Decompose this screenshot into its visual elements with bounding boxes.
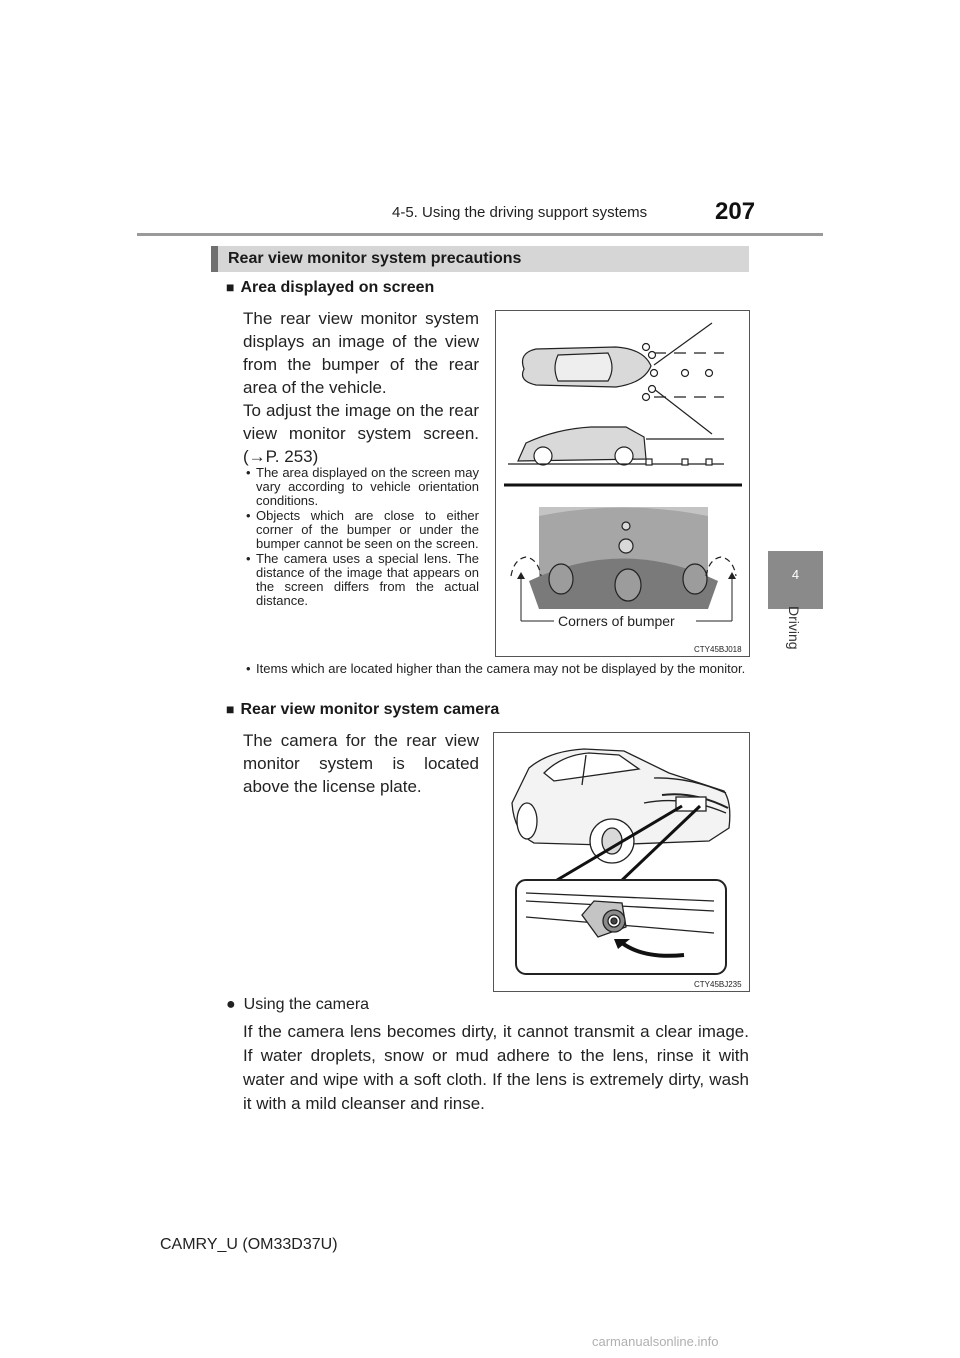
using-camera-paragraph: If the camera lens becomes dirty, it cannot transmit a clear image. If water droplets, snow or mud adhere to the lens, rinse it with water and wipe with a soft cloth. If the lens is extremely dirty, wash it with a mild cleanser and rinse.: [243, 1022, 749, 1113]
watermark: carmanualsonline.info: [592, 1334, 719, 1349]
list-item: • Items which are located higher than the camera may not be displayed by the monitor.: [246, 662, 749, 676]
footer-model: CAMRY_U (OM33D37U): [160, 1236, 338, 1253]
section-title-bar: Rear view monitor system precautions: [211, 246, 749, 272]
chapter-number: 4: [791, 567, 800, 582]
list-item: • The camera uses a special lens. The distance of the image that appears on the screen differs from the actual distance.: [246, 552, 479, 608]
figure-id: CTY45BJ235: [694, 980, 742, 989]
square-bullet-icon: ■: [226, 279, 235, 295]
area-displayed-bullets: [246, 466, 479, 608]
area-displayed-heading: ■ Area displayed on screen: [226, 279, 435, 296]
area-displayed-bullet-full: [246, 662, 749, 676]
rear-camera-area-diagram: [496, 311, 749, 656]
area-displayed-paragraph-2: To adjust the image on the rear view monitor system screen. (→P. 253): [243, 401, 479, 466]
camera-heading: ■ Rear view monitor system camera: [226, 701, 500, 718]
list-item: • The area displayed on the screen may vary according to vehicle orientation conditions.: [246, 466, 479, 508]
figure-id: CTY45BJ018: [694, 645, 742, 654]
list-item: • Objects which are close to either corner of the bumper or under the bumper cannot be seen on the screen.: [246, 509, 479, 551]
corners-of-bumper-label: Corners of bumper: [558, 613, 675, 629]
camera-location-figure: [493, 732, 750, 992]
header-section-title: 4-5. Using the driving support systems: [392, 204, 648, 221]
chapter-label: Driving: [786, 606, 802, 650]
camera-location-diagram: [494, 733, 749, 991]
square-bullet-icon: ■: [226, 701, 235, 717]
camera-paragraph: The camera for the rear view monitor system is located above the license plate.: [243, 731, 479, 796]
using-camera-heading: ● Using the camera: [226, 996, 370, 1013]
page-number: 207: [715, 198, 756, 225]
chapter-tab[interactable]: [768, 551, 823, 609]
header-divider: [137, 233, 823, 236]
area-displayed-paragraph-1: The rear view monitor system displays an image of the view from the bumper of the rear area of the vehicle.: [243, 309, 479, 397]
circle-bullet-icon: ●: [226, 996, 236, 1013]
area-displayed-figure: [495, 310, 750, 657]
